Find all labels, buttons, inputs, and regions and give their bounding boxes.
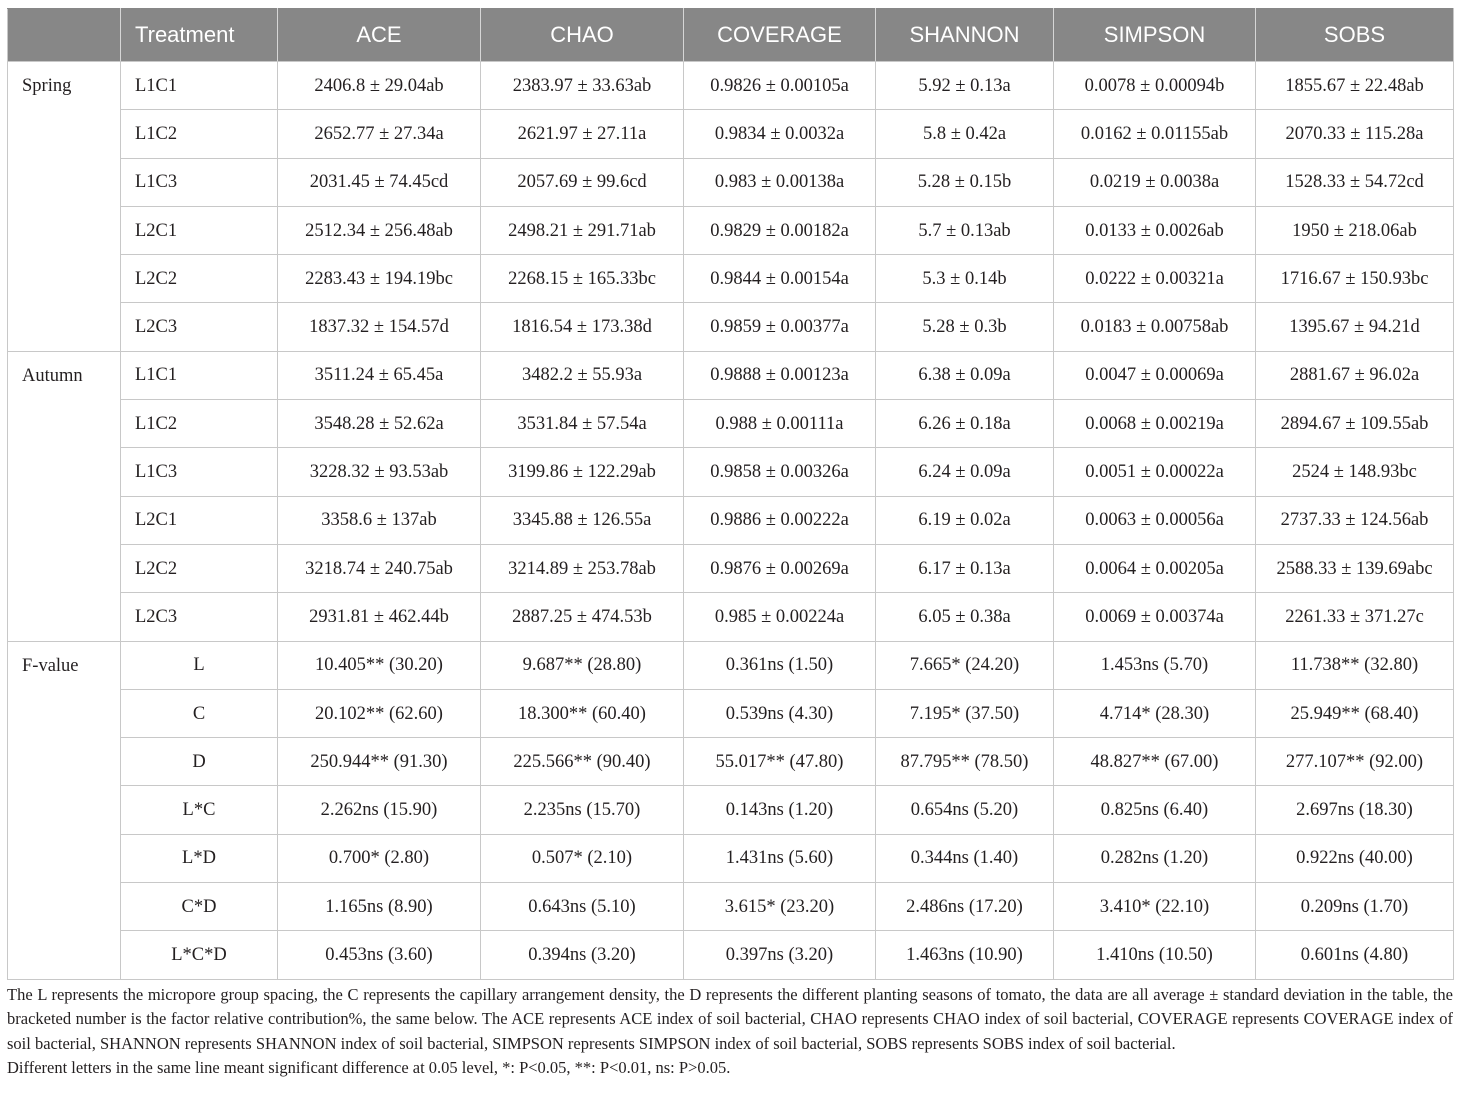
- table-row: [8, 593, 1454, 641]
- header-ace: ACE: [278, 9, 481, 62]
- simpson-cell: 0.0047 ± 0.00069a: [1054, 351, 1256, 399]
- coverage-cell: 0.988 ± 0.00111a: [684, 400, 876, 448]
- table-row: [8, 931, 1454, 979]
- simpson-cell: 0.0064 ± 0.00205a: [1054, 544, 1256, 592]
- header-group-blank: [8, 9, 121, 62]
- sobs-cell: 0.209ns (1.70): [1256, 883, 1454, 931]
- simpson-cell: 0.825ns (6.40): [1054, 786, 1256, 834]
- header-chao: CHAO: [481, 9, 684, 62]
- treatment-cell: L2C1: [121, 496, 278, 544]
- shannon-cell: 5.8 ± 0.42a: [876, 110, 1054, 158]
- treatment-cell: L2C3: [121, 303, 278, 351]
- shannon-cell: 6.19 ± 0.02a: [876, 496, 1054, 544]
- ace-cell: 2031.45 ± 74.45cd: [278, 158, 481, 206]
- chao-cell: 0.394ns (3.20): [481, 931, 684, 979]
- simpson-cell: 0.282ns (1.20): [1054, 834, 1256, 882]
- f-value-label: F-value: [8, 641, 121, 979]
- footnote-significance: Different letters in the same line meant significant difference at 0.05 level, *: P<0.05, **: P<0.01, ns: P>0.05.: [7, 1058, 731, 1078]
- shannon-cell: 0.654ns (5.20): [876, 786, 1054, 834]
- simpson-cell: 0.0069 ± 0.00374a: [1054, 593, 1256, 641]
- shannon-cell: 1.463ns (10.90): [876, 931, 1054, 979]
- table-row: [8, 255, 1454, 303]
- sobs-cell: 2261.33 ± 371.27c: [1256, 593, 1454, 641]
- chao-cell: 3214.89 ± 253.78ab: [481, 544, 684, 592]
- coverage-cell: 0.143ns (1.20): [684, 786, 876, 834]
- coverage-cell: 0.397ns (3.20): [684, 931, 876, 979]
- table-row: [8, 110, 1454, 158]
- ace-cell: 3228.32 ± 93.53ab: [278, 448, 481, 496]
- sobs-cell: 2881.67 ± 96.02a: [1256, 351, 1454, 399]
- coverage-cell: 0.361ns (1.50): [684, 641, 876, 689]
- table-row: [8, 206, 1454, 254]
- shannon-cell: 0.344ns (1.40): [876, 834, 1054, 882]
- ace-cell: 0.453ns (3.60): [278, 931, 481, 979]
- chao-cell: 2498.21 ± 291.71ab: [481, 206, 684, 254]
- ace-cell: 1837.32 ± 154.57d: [278, 303, 481, 351]
- coverage-cell: 0.539ns (4.30): [684, 689, 876, 737]
- ace-cell: 2406.8 ± 29.04ab: [278, 62, 481, 110]
- table-row: [8, 786, 1454, 834]
- simpson-cell: 1.453ns (5.70): [1054, 641, 1256, 689]
- shannon-cell: 7.665* (24.20): [876, 641, 1054, 689]
- ace-cell: 3218.74 ± 240.75ab: [278, 544, 481, 592]
- treatment-cell: L1C1: [121, 62, 278, 110]
- table-row: [8, 62, 1454, 110]
- coverage-cell: 3.615* (23.20): [684, 883, 876, 931]
- coverage-cell: 0.9834 ± 0.0032a: [684, 110, 876, 158]
- table-footnote: [7, 983, 1453, 1081]
- simpson-cell: 0.0162 ± 0.01155ab: [1054, 110, 1256, 158]
- coverage-cell: 0.9888 ± 0.00123a: [684, 351, 876, 399]
- table-row: [8, 641, 1454, 689]
- simpson-cell: 0.0219 ± 0.0038a: [1054, 158, 1256, 206]
- ace-cell: 2652.77 ± 27.34a: [278, 110, 481, 158]
- chao-cell: 3345.88 ± 126.55a: [481, 496, 684, 544]
- shannon-cell: 6.05 ± 0.38a: [876, 593, 1054, 641]
- sobs-cell: 2894.67 ± 109.55ab: [1256, 400, 1454, 448]
- coverage-cell: 0.9859 ± 0.00377a: [684, 303, 876, 351]
- treatment-cell: L2C1: [121, 206, 278, 254]
- shannon-cell: 5.28 ± 0.3b: [876, 303, 1054, 351]
- ace-cell: 2512.34 ± 256.48ab: [278, 206, 481, 254]
- chao-cell: 3199.86 ± 122.29ab: [481, 448, 684, 496]
- factor-cell: C*D: [121, 883, 278, 931]
- chao-cell: 2383.97 ± 33.63ab: [481, 62, 684, 110]
- sobs-cell: 1716.67 ± 150.93bc: [1256, 255, 1454, 303]
- factor-cell: L: [121, 641, 278, 689]
- shannon-cell: 7.195* (37.50): [876, 689, 1054, 737]
- season-label-spring: Spring: [8, 62, 121, 352]
- sobs-cell: 1395.67 ± 94.21d: [1256, 303, 1454, 351]
- simpson-cell: 3.410* (22.10): [1054, 883, 1256, 931]
- treatment-cell: L2C3: [121, 593, 278, 641]
- chao-cell: 1816.54 ± 173.38d: [481, 303, 684, 351]
- coverage-cell: 0.9829 ± 0.00182a: [684, 206, 876, 254]
- table-row: [8, 834, 1454, 882]
- sobs-cell: 2524 ± 148.93bc: [1256, 448, 1454, 496]
- sobs-cell: 25.949** (68.40): [1256, 689, 1454, 737]
- shannon-cell: 6.17 ± 0.13a: [876, 544, 1054, 592]
- factor-cell: L*C*D: [121, 931, 278, 979]
- sobs-cell: 2737.33 ± 124.56ab: [1256, 496, 1454, 544]
- shannon-cell: 5.92 ± 0.13a: [876, 62, 1054, 110]
- treatment-cell: L2C2: [121, 544, 278, 592]
- sobs-cell: 1528.33 ± 54.72cd: [1256, 158, 1454, 206]
- factor-cell: L*C: [121, 786, 278, 834]
- table-row: [8, 544, 1454, 592]
- chao-cell: 2.235ns (15.70): [481, 786, 684, 834]
- chao-cell: 0.643ns (5.10): [481, 883, 684, 931]
- table-row: [8, 738, 1454, 786]
- chao-cell: 18.300** (60.40): [481, 689, 684, 737]
- sobs-cell: 1855.67 ± 22.48ab: [1256, 62, 1454, 110]
- shannon-cell: 5.28 ± 0.15b: [876, 158, 1054, 206]
- ace-cell: 3511.24 ± 65.45a: [278, 351, 481, 399]
- sobs-cell: 11.738** (32.80): [1256, 641, 1454, 689]
- table-row: [8, 883, 1454, 931]
- table-row: [8, 351, 1454, 399]
- coverage-cell: 0.9826 ± 0.00105a: [684, 62, 876, 110]
- shannon-cell: 5.7 ± 0.13ab: [876, 206, 1054, 254]
- sobs-cell: 2588.33 ± 139.69abc: [1256, 544, 1454, 592]
- shannon-cell: 6.38 ± 0.09a: [876, 351, 1054, 399]
- simpson-cell: 0.0183 ± 0.00758ab: [1054, 303, 1256, 351]
- sobs-cell: 277.107** (92.00): [1256, 738, 1454, 786]
- shannon-cell: 2.486ns (17.20): [876, 883, 1054, 931]
- footnote-abbreviations: The L represents the micropore group spacing, the C represents the capillary arrangement density, the D represents the different planting seasons of tomato, the data are all average ± standard deviation in the table, the bracketed number is the factor relative contribution%, the same below. The ACE represents ACE index of soil bacterial, CHAO represents CHAO index of soil bacterial, COVERAGE represents COVERAGE index of soil bacterial, SHANNON represents SHANNON index of soil bacterial, SIMPSON represents SIMPSON index of soil bacterial, SOBS represents SOBS index of soil bacterial.: [7, 985, 1453, 1053]
- soil-bacteria-diversity-table: [7, 8, 1454, 980]
- shannon-cell: 6.24 ± 0.09a: [876, 448, 1054, 496]
- sobs-cell: 0.922ns (40.00): [1256, 834, 1454, 882]
- ace-cell: 0.700* (2.80): [278, 834, 481, 882]
- factor-cell: D: [121, 738, 278, 786]
- chao-cell: 0.507* (2.10): [481, 834, 684, 882]
- factor-cell: C: [121, 689, 278, 737]
- coverage-cell: 0.985 ± 0.00224a: [684, 593, 876, 641]
- coverage-cell: 1.431ns (5.60): [684, 834, 876, 882]
- ace-cell: 2931.81 ± 462.44b: [278, 593, 481, 641]
- sobs-cell: 1950 ± 218.06ab: [1256, 206, 1454, 254]
- sobs-cell: 2.697ns (18.30): [1256, 786, 1454, 834]
- treatment-cell: L1C2: [121, 110, 278, 158]
- header-sobs: SOBS: [1256, 9, 1454, 62]
- table-row: [8, 303, 1454, 351]
- shannon-cell: 6.26 ± 0.18a: [876, 400, 1054, 448]
- header-shannon: SHANNON: [876, 9, 1054, 62]
- chao-cell: 9.687** (28.80): [481, 641, 684, 689]
- chao-cell: 225.566** (90.40): [481, 738, 684, 786]
- simpson-cell: 0.0222 ± 0.00321a: [1054, 255, 1256, 303]
- coverage-cell: 0.9876 ± 0.00269a: [684, 544, 876, 592]
- ace-cell: 250.944** (91.30): [278, 738, 481, 786]
- sobs-cell: 2070.33 ± 115.28a: [1256, 110, 1454, 158]
- coverage-cell: 0.9858 ± 0.00326a: [684, 448, 876, 496]
- simpson-cell: 0.0063 ± 0.00056a: [1054, 496, 1256, 544]
- ace-cell: 2283.43 ± 194.19bc: [278, 255, 481, 303]
- factor-cell: L*D: [121, 834, 278, 882]
- ace-cell: 1.165ns (8.90): [278, 883, 481, 931]
- chao-cell: 2057.69 ± 99.6cd: [481, 158, 684, 206]
- coverage-cell: 55.017** (47.80): [684, 738, 876, 786]
- simpson-cell: 0.0051 ± 0.00022a: [1054, 448, 1256, 496]
- chao-cell: 3482.2 ± 55.93a: [481, 351, 684, 399]
- coverage-cell: 0.9844 ± 0.00154a: [684, 255, 876, 303]
- table-row: [8, 448, 1454, 496]
- header-simpson: SIMPSON: [1054, 9, 1256, 62]
- chao-cell: 2268.15 ± 165.33bc: [481, 255, 684, 303]
- header-treatment: Treatment: [121, 9, 278, 62]
- treatment-cell: L2C2: [121, 255, 278, 303]
- ace-cell: 3358.6 ± 137ab: [278, 496, 481, 544]
- simpson-cell: 0.0133 ± 0.0026ab: [1054, 206, 1256, 254]
- header-coverage: COVERAGE: [684, 9, 876, 62]
- simpson-cell: 0.0068 ± 0.00219a: [1054, 400, 1256, 448]
- table-row: [8, 689, 1454, 737]
- season-label-autumn: Autumn: [8, 351, 121, 641]
- treatment-cell: L1C2: [121, 400, 278, 448]
- header-row: [8, 9, 1454, 62]
- table-row: [8, 400, 1454, 448]
- ace-cell: 2.262ns (15.90): [278, 786, 481, 834]
- chao-cell: 2621.97 ± 27.11a: [481, 110, 684, 158]
- simpson-cell: 48.827** (67.00): [1054, 738, 1256, 786]
- simpson-cell: 1.410ns (10.50): [1054, 931, 1256, 979]
- treatment-cell: L1C1: [121, 351, 278, 399]
- table-row: [8, 496, 1454, 544]
- shannon-cell: 5.3 ± 0.14b: [876, 255, 1054, 303]
- sobs-cell: 0.601ns (4.80): [1256, 931, 1454, 979]
- table-row: [8, 158, 1454, 206]
- ace-cell: 10.405** (30.20): [278, 641, 481, 689]
- chao-cell: 3531.84 ± 57.54a: [481, 400, 684, 448]
- ace-cell: 3548.28 ± 52.62a: [278, 400, 481, 448]
- treatment-cell: L1C3: [121, 158, 278, 206]
- coverage-cell: 0.9886 ± 0.00222a: [684, 496, 876, 544]
- simpson-cell: 0.0078 ± 0.00094b: [1054, 62, 1256, 110]
- simpson-cell: 4.714* (28.30): [1054, 689, 1256, 737]
- chao-cell: 2887.25 ± 474.53b: [481, 593, 684, 641]
- shannon-cell: 87.795** (78.50): [876, 738, 1054, 786]
- coverage-cell: 0.983 ± 0.00138a: [684, 158, 876, 206]
- ace-cell: 20.102** (62.60): [278, 689, 481, 737]
- treatment-cell: L1C3: [121, 448, 278, 496]
